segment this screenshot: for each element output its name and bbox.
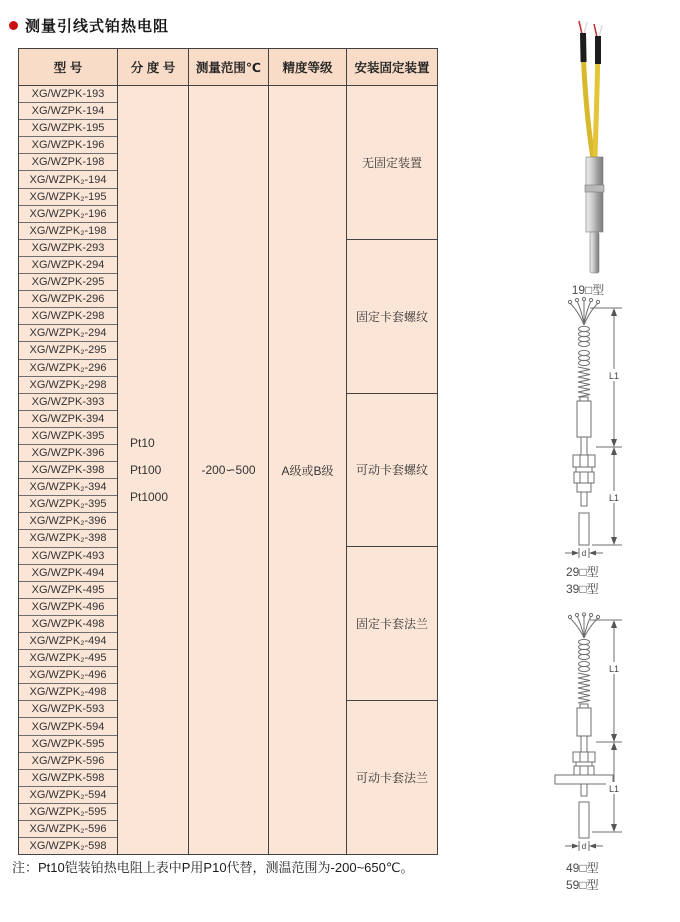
model-row: XG/WZPK-596 [19,753,117,770]
footnote: 注：Pt10铠装铂热电阻上表中P用P10代替，测温范围为-200~650℃。 [12,860,414,875]
col-header-range: 测量范围℃ [189,49,268,86]
model-row: XG/WZPK-194 [19,103,117,120]
model-row: XG/WZPK-198 [19,154,117,171]
model-row: XG/WZPK-193 [19,86,117,103]
graduation-pt1000: Pt1000 [130,490,169,504]
model-row: XG/WZPK-394 [19,411,117,428]
compression-fitting-nuts [573,455,595,506]
label-39-type: 39□型 [566,582,599,596]
dim-l1-upper-label: L1 [608,664,620,674]
dim-d-label: d [581,549,587,558]
model-row: XG/WZPK₂-295 [19,342,117,359]
model-row: XG/WZPK₂-296 [19,360,117,377]
page-title-text: 测量引线式铂热电阻 [25,18,170,35]
mounting-groups [347,86,437,854]
model-row: XG/WZPK₂-498 [19,684,117,701]
transition-body [577,704,591,736]
frayed-wires [568,297,599,325]
lower-stem [581,784,587,796]
column-range [189,49,269,854]
model-row: XG/WZPK-498 [19,616,117,633]
compression-fitting-nuts [573,752,595,775]
upper-stem [581,437,587,455]
model-row: XG/WZPK₂-294 [19,325,117,342]
probe-tube [579,802,589,838]
accuracy-cell: A级或B级 [281,463,334,478]
dim-d-label: d [581,842,587,851]
model-row: XG/WZPK₂-395 [19,496,117,513]
transition-body [577,397,591,437]
mounting-group-cell [347,240,437,394]
model-row: XG/WZPK-293 [19,240,117,257]
model-row: XG/WZPK₂-598 [29,840,107,853]
model-rows [19,86,117,854]
model-row: XG/WZPK₂-298 [19,377,117,394]
label-19-type: 19□型 [571,283,605,297]
model-row: XG/WZPK-298 [19,308,117,325]
graduation-pt10: Pt10 [130,436,155,450]
mounting-group-cell [347,394,437,548]
model-row: XG/WZPK₂-594 [19,787,117,804]
column-accuracy [269,49,347,854]
red-bullet-icon [9,21,18,30]
model-row: XG/WZPK₂-394 [19,479,117,496]
probe-body-photo [586,157,603,232]
braided-cable [579,639,590,671]
page-title [9,15,169,36]
mounting-group-cell [347,701,437,854]
model-row: XG/WZPK-398 [19,462,117,479]
range-cell: -200∽500 [201,463,256,477]
model-row: XG/WZPK₂-398 [19,530,117,547]
model-row: XG/WZPK-196 [19,137,117,154]
model-row: XG/WZPK-294 [19,257,117,274]
model-row: XG/WZPK-593 [19,701,117,718]
model-row: XG/WZPK-494 [19,565,117,582]
photo-type-19 [540,10,680,300]
model-row: XG/WZPK₂-396 [19,513,117,530]
probe-tube [579,513,589,545]
model-row: XG/WZPK-595 [19,736,117,753]
column-model [19,49,118,854]
flange-plate [555,775,613,784]
model-row: XG/WZPK₂-196 [19,206,117,223]
model-row: XG/WZPK₂-194 [19,171,117,188]
label-29-type: 29□型 [566,565,599,579]
dim-l1-upper-label: L1 [608,371,620,381]
model-row: XG/WZPK₂-495 [19,650,117,667]
model-row: XG/WZPK-493 [19,548,117,565]
model-row: XG/WZPK-496 [19,599,117,616]
mounting-group-label: 可动卡套法兰 [355,771,428,786]
dim-l1-lower-label: L1 [608,784,620,794]
model-row: XG/WZPK₂-195 [19,189,117,206]
mounting-group-label: 固定卡套螺纹 [355,309,428,324]
model-row: XG/WZPK₂-596 [19,821,117,838]
label-49-type: 49□型 [566,861,599,875]
frayed-wires [568,613,599,638]
product-table [18,48,438,855]
upper-stem [581,736,587,752]
mounting-group-label: 可动卡套螺纹 [355,463,428,478]
black-sleeve-left [583,33,584,62]
model-row: XG/WZPK-598 [19,770,117,787]
drawing-types-29-39 [540,295,680,615]
label-59-type: 59□型 [566,878,599,892]
mounting-group-label: 无固定装置 [361,155,422,170]
graduation-cell [118,86,188,854]
model-row: XG/WZPK-396 [19,445,117,462]
probe-collar [585,185,604,192]
model-row: XG/WZPK₂-494 [19,633,117,650]
col-header-model: 型 号 [19,49,117,86]
graduation-pt100: Pt100 [130,463,162,477]
mounting-group-label: 固定卡套法兰 [355,617,428,632]
model-row: XG/WZPK-296 [19,291,117,308]
model-row: XG/WZPK-195 [19,120,117,137]
column-graduation [118,49,189,854]
col-header-graduation: 分 度 号 [118,49,188,86]
model-row: XG/WZPK-395 [19,428,117,445]
drawing-types-49-59 [540,612,680,912]
spring-section [578,673,590,703]
model-row: XG/WZPK-295 [19,274,117,291]
mounting-group-cell [347,86,437,240]
model-row: XG/WZPK₂-595 [19,804,117,821]
mounting-group-cell [347,547,437,701]
model-row: XG/WZPK-393 [19,394,117,411]
model-row: XG/WZPK₂-198 [19,223,117,240]
model-row: XG/WZPK-495 [19,582,117,599]
col-header-accuracy: 精度等级 [269,49,346,86]
spring-section [578,367,590,397]
model-row: XG/WZPK₂-496 [19,667,117,684]
probe-tip [590,232,599,273]
col-header-mounting: 安装固定装置 [347,49,437,86]
column-mounting [347,49,437,854]
braided-cable [579,326,590,365]
model-row: XG/WZPK-594 [19,718,117,735]
dim-l1-lower-label: L1 [608,493,620,503]
